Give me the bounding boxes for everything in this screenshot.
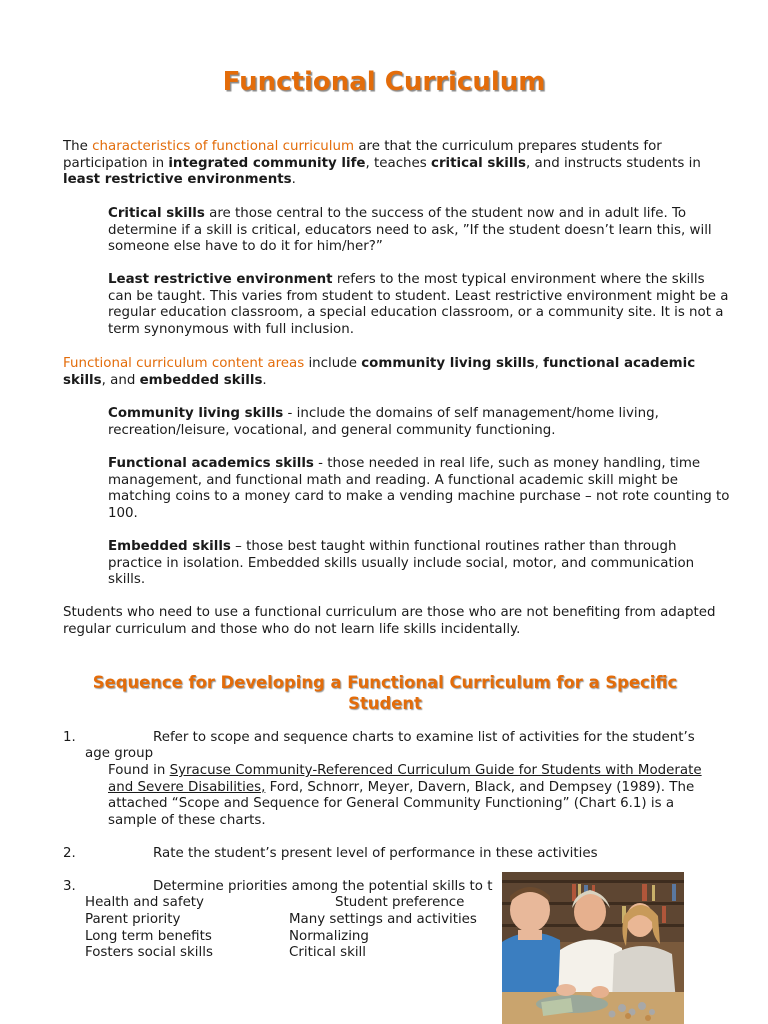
page-title: Functional Curriculum [222,67,546,97]
content-areas-paragraph: Functional curriculum content areas include community living skills, functional academic skills, and embedded skills. [63,356,696,388]
keyword-characteristics: characteristics of functional curriculum [92,139,355,154]
critical-skills-definition: Critical skills are those central to the success of the student now and in adult life. To determine if a skill is critical, educators need to ask, ”If the student doesn’t learn this, will someone else have to do it for him/her?” [108,206,712,255]
functional-academics-definition: Functional academics skills - those needed in real life, such as money handling, time management, and functional math and reading. A functional academic skill might be matching coins to a money card to make a vending machine purchase – not rote counting to 100. [108,456,730,521]
community-living-definition: Community living skills - include the domains of self management/home living, recreation/leisure, vocational, and general community functioning. [108,406,659,438]
step-1-continuation: age group [85,746,154,761]
step-3-number: 3. [63,879,76,894]
step-1-text: Refer to scope and sequence charts to examine list of activities for the student’s [153,730,695,745]
sequence-heading: Sequence for Developing a Functional Curriculum for a Specific Student [92,673,678,713]
students-paragraph: Students who need to use a functional curriculum are those who are not benefiting from adapted regular curriculum and those who do not learn life skills incidentally. [63,605,716,637]
priority-item: Fosters social skills [85,945,213,960]
priority-item: Long term benefits [85,929,212,944]
classroom-photo [502,872,684,1024]
priority-item: Health and safety [85,895,204,910]
priority-item: Student preference [335,895,465,910]
step-3-text: Determine priorities among the potential skills to t [153,879,493,894]
curriculum-guide-title: Syracuse Community-Referenced Curriculum Guide for Students with Moderate and Severe Disabilities, [108,763,702,795]
keyword-content-areas: Functional curriculum content areas [63,356,305,371]
priority-item: Critical skill [289,945,366,960]
priority-item: Many settings and activities [289,912,477,927]
intro-paragraph: The characteristics of functional curriculum are that the curriculum prepares students for participation in integrated community life, teaches critical skills, and instructs students in least restrictive environments. [63,139,701,188]
lre-definition: Least restrictive environment refers to the most typical environment where the skills can be taught. This varies from student to student. Least restrictive environment might be a regular education classroom, a special education classroom, or a community site. It is not a term synonymous with full inclusion. [108,272,729,337]
step-2-text: Rate the student’s present level of performance in these activities [153,846,598,861]
step-1-number: 1. [63,730,76,745]
embedded-skills-definition: Embedded skills – those best taught within functional routines rather than through practice in isolation. Embedded skills usually include social, motor, and communication skills. [108,539,695,588]
step-2-number: 2. [63,846,76,861]
priority-item: Normalizing [289,929,369,944]
found-in-paragraph: Found in Syracuse Community-Referenced Curriculum Guide for Students with Moderate and Severe Disabilities, Ford, Schnorr, Meyer, Davern, Black, and Dempsey (1989). The attached “Scope and Sequence for General Community Functioning” (Chart 6.1) is a sample of these charts. [108,763,702,828]
priority-item: Parent priority [85,912,181,927]
